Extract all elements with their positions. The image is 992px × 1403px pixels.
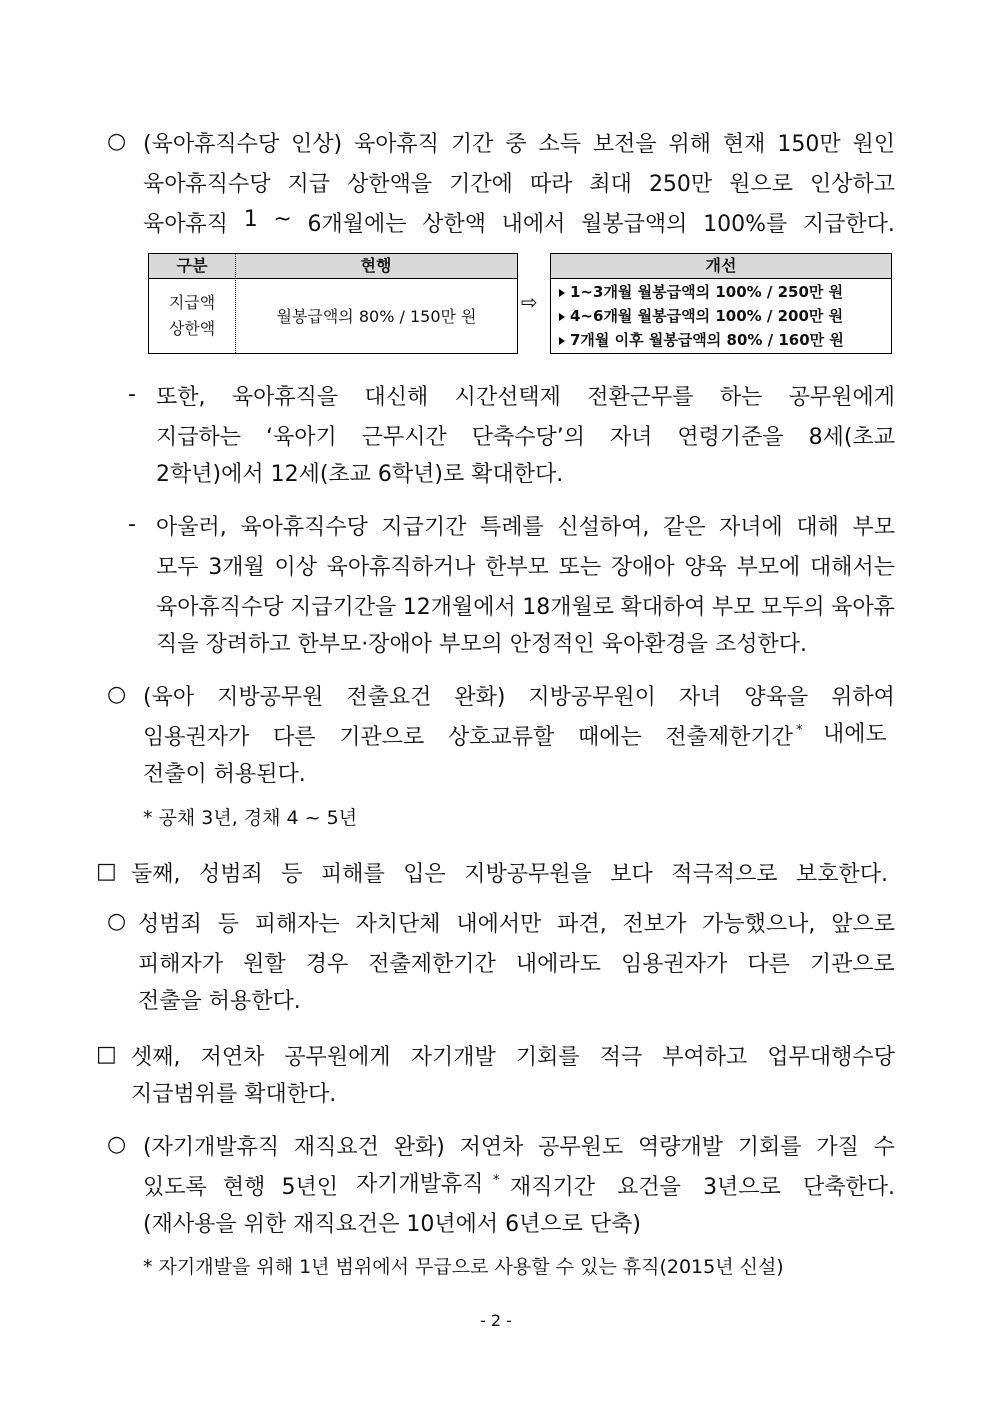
- word: 장애아: [610, 555, 675, 580]
- word: 있도록: [143, 1175, 207, 1200]
- word: 자기개발: [410, 1045, 496, 1070]
- word: 내에라도: [515, 952, 601, 977]
- word: 250만: [648, 172, 713, 197]
- word: 양육을: [744, 685, 809, 710]
- circle-bullet: ○: [107, 129, 127, 154]
- sec3-line3: 전출을 허용한다.: [138, 989, 301, 1014]
- word: ‘육아기: [265, 425, 337, 450]
- sub2-line2: [156, 550, 895, 581]
- improvement-table: [550, 253, 892, 354]
- sec3-line1: [138, 907, 895, 938]
- sec4-footnote: * 자기개발을 위해 1년 범위에서 무급으로 사용할 수 있는 휴직(2015년 신설): [143, 1256, 784, 1278]
- circle-bullet: ○: [107, 1132, 127, 1157]
- word: 원할: [243, 952, 286, 977]
- word: 파견,: [557, 912, 607, 937]
- word: (육아: [143, 685, 195, 710]
- word: 중: [505, 132, 527, 157]
- row-label-line2: 상한액: [168, 319, 216, 338]
- word: 수: [873, 1135, 895, 1160]
- word: 확대하여: [620, 595, 706, 620]
- word: 따라: [529, 172, 573, 197]
- word: 등: [281, 862, 303, 887]
- word: 원으로: [729, 172, 793, 197]
- word: 피해를: [320, 862, 385, 887]
- word: 재직요건: [293, 1135, 379, 1160]
- word: (육아휴직수당: [143, 132, 280, 157]
- word: 또는: [558, 555, 602, 580]
- word: 연령기준을: [677, 425, 784, 450]
- heading3-line2: 지급범위를 확대한다.: [131, 1082, 337, 1107]
- word: 자녀에: [719, 515, 783, 540]
- word: (자기개발휴직: [143, 1135, 280, 1160]
- word: 3개월: [208, 555, 265, 580]
- sec4-line1: [143, 1130, 895, 1161]
- word: 기관으로: [339, 725, 425, 750]
- word: 다른: [747, 952, 790, 977]
- word: 아울러,: [156, 515, 227, 540]
- improvement-item-2: 4~6개월 월봉급액의 100% / 200만 원: [559, 305, 843, 327]
- word: 완화): [454, 685, 506, 710]
- sec4-line2b: 자기개발휴직: [356, 1172, 484, 1197]
- header-category: 구분: [149, 254, 235, 279]
- word: 위하여: [831, 685, 895, 710]
- word: 위해: [668, 132, 712, 157]
- word: 내에서: [501, 212, 566, 237]
- word: 현행: [222, 1175, 266, 1200]
- heading2-line1: [131, 857, 888, 888]
- current-value: 월봉급액의 80% / 150만 원: [276, 307, 477, 326]
- sec3-line2: [138, 947, 895, 978]
- word: 지방공무원을: [464, 862, 592, 887]
- word: 둘째,: [131, 862, 181, 887]
- word: 100%를: [703, 212, 788, 237]
- sub1-line2: [156, 420, 895, 451]
- word: 부모: [852, 515, 895, 540]
- word: 육아휴직: [353, 132, 439, 157]
- word: 입은: [403, 862, 446, 887]
- word: 기회를: [737, 1135, 802, 1160]
- word: 임용권자가: [620, 952, 728, 977]
- word: 전출제한기간: [368, 952, 496, 977]
- checkbox-square-icon: □: [96, 1042, 117, 1067]
- word: 최대: [589, 172, 632, 197]
- word: 12개월에서: [402, 595, 516, 620]
- word: 경우: [305, 952, 349, 977]
- dash-bullet: -: [128, 512, 136, 537]
- improvement-item-1: 1~3개월 월봉급액의 100% / 250만 원: [559, 281, 843, 303]
- word: 성범죄: [138, 912, 202, 937]
- word: 하는: [719, 385, 763, 410]
- word: 육아휴직수당: [143, 172, 271, 197]
- word: 임용권자가: [143, 725, 250, 750]
- word: 5년인: [281, 1175, 338, 1200]
- word: 등: [217, 912, 239, 937]
- word: 피해자는: [254, 912, 340, 937]
- word: 보전을: [592, 132, 657, 157]
- word: 가능했으나,: [702, 912, 816, 937]
- dash-bullet: -: [128, 382, 136, 407]
- sec4-line2a: [143, 1170, 338, 1201]
- triangle-bullet-icon: [559, 313, 565, 321]
- triangle-bullet-icon: [559, 337, 565, 345]
- word: 공무원에게: [788, 385, 895, 410]
- word: 전환근무를: [587, 385, 694, 410]
- word: 대해: [796, 515, 839, 540]
- word: 저연차: [200, 1045, 265, 1070]
- word: 다른: [272, 725, 316, 750]
- word: 자치단체: [355, 912, 441, 937]
- word: 특례를: [480, 515, 544, 540]
- word: 6개월에는: [307, 212, 407, 237]
- word: 지방공무원이: [528, 685, 656, 710]
- sub1-line3: 2학년)에서 12세(초교 6학년)로 확대한다.: [156, 462, 564, 487]
- word: 8세(초교: [808, 425, 895, 450]
- word: 기회를: [515, 1045, 580, 1070]
- word: 소득: [538, 132, 581, 157]
- checkbox-square-icon: □: [96, 859, 117, 884]
- word: 적극적으로: [671, 862, 778, 887]
- word: 18개월로: [522, 595, 614, 620]
- word: 앞으로: [831, 912, 895, 937]
- sec1-line1: [143, 127, 895, 158]
- circle-bullet: ○: [107, 682, 127, 707]
- word: 완화): [393, 1135, 445, 1160]
- word: 모두: [156, 555, 199, 580]
- word: 부모에: [736, 555, 801, 580]
- sub1-line1: [156, 380, 895, 411]
- word: 내에서만: [456, 912, 542, 937]
- sec1-line2: [143, 167, 895, 198]
- word: 육아휴직수당: [240, 515, 368, 540]
- word: 부모: [711, 595, 755, 620]
- sec2-line2a: [143, 720, 793, 751]
- sec2-line3: 전출이 허용된다.: [143, 762, 306, 787]
- header-current: 현행: [235, 254, 517, 279]
- word: 전출제한기간: [665, 725, 793, 750]
- word: 공무원도: [538, 1135, 624, 1160]
- word: 원인: [852, 132, 895, 157]
- header-improvement: 개선: [551, 254, 891, 279]
- word: 전보가: [622, 912, 687, 937]
- word: 지급하는: [156, 425, 242, 450]
- word: 지급기간: [381, 515, 467, 540]
- word: 지급한다.: [802, 212, 895, 237]
- word: 보다: [610, 862, 653, 887]
- sec2-line1: [143, 680, 895, 711]
- word: 적극: [599, 1045, 643, 1070]
- triangle-bullet-icon: [559, 289, 565, 297]
- word: 피해자가: [138, 952, 224, 977]
- word: 보호한다.: [795, 862, 888, 887]
- word: 기관으로: [809, 952, 895, 977]
- word: 육아휴직을: [231, 385, 339, 410]
- word: 기간에: [449, 172, 513, 197]
- word: 지급: [287, 172, 331, 197]
- word: 지방공무원: [217, 685, 324, 710]
- word: 시간선택제: [454, 385, 561, 410]
- word: 가질: [816, 1135, 859, 1160]
- footnote-star: *: [493, 1173, 500, 1188]
- word: 상한액: [422, 212, 486, 237]
- word: 상한액을: [347, 172, 433, 197]
- row-label: [149, 290, 235, 342]
- word: 1: [243, 207, 258, 232]
- word: 대신해: [364, 385, 429, 410]
- sec4-line2c: [510, 1170, 895, 1201]
- word: 요건을: [617, 1175, 681, 1200]
- word: 150만: [777, 132, 841, 157]
- word: 공무원에게: [284, 1045, 391, 1070]
- word: 단축한다.: [802, 1175, 895, 1200]
- footnote-star: *: [796, 723, 803, 738]
- word: 육아휴직수당: [156, 595, 284, 620]
- word: 때에는: [577, 725, 642, 750]
- sec2-footnote: * 공채 3년, 경채 4 ~ 5년: [143, 807, 358, 829]
- word: ~: [273, 207, 292, 232]
- word: 기간: [450, 132, 494, 157]
- sec2-line2b: 내에도: [823, 722, 887, 747]
- word: 또한,: [156, 385, 206, 410]
- word: 근무시간: [361, 425, 447, 450]
- word: 월봉급액의: [581, 212, 688, 237]
- word: 신설하여,: [557, 515, 650, 540]
- word: 3년으로: [703, 1175, 781, 1200]
- right-arrow-icon: ⇨: [521, 290, 538, 314]
- row-label-line1: 지급액: [168, 293, 216, 312]
- word: 같은: [662, 515, 706, 540]
- word: 전출요건: [346, 685, 432, 710]
- word: 한부모: [485, 555, 549, 580]
- word: 육아휴직하거나: [326, 555, 476, 580]
- word: 셋째,: [131, 1045, 181, 1070]
- word: 단축수당’의: [471, 425, 585, 450]
- word: 저연차: [459, 1135, 524, 1160]
- word: 자녀: [678, 685, 722, 710]
- word: 양육: [684, 555, 727, 580]
- word: 자녀: [609, 425, 653, 450]
- word: 지급기간을: [289, 595, 397, 620]
- sub2-line1: [156, 510, 895, 541]
- circle-bullet: ○: [107, 909, 127, 934]
- word: 인상하고: [809, 172, 895, 197]
- sec1-line3: [143, 207, 895, 238]
- word: 육아휴직: [143, 212, 229, 237]
- word: 업무대행수당: [767, 1045, 895, 1070]
- sec4-line3: (재사용을 위한 재직요건은 10년에서 6년으로 단축): [143, 1212, 641, 1237]
- word: 모두의: [760, 595, 825, 620]
- page-number: - 2 -: [480, 1311, 512, 1330]
- improvement-item-3: 7개월 이후 월봉급액의 80% / 160만 원: [559, 329, 844, 351]
- word: 상호교류할: [447, 725, 555, 750]
- heading3-line1: [131, 1040, 895, 1071]
- word: 역량개발: [637, 1135, 723, 1160]
- sub2-line4: 직을 장려하고 한부모·장애아 부모의 안정적인 육아환경을 조성한다.: [156, 632, 808, 657]
- word: 성범죄: [198, 862, 263, 887]
- word: 부여하고: [662, 1045, 748, 1070]
- word: 대해서는: [809, 555, 895, 580]
- word: 인상): [291, 132, 343, 157]
- word: 육아휴: [831, 595, 895, 620]
- sub2-line3: [156, 590, 895, 621]
- word: 이상: [274, 555, 317, 580]
- current-table: [148, 253, 518, 354]
- word: 재직기간: [510, 1175, 596, 1200]
- word: 현재: [722, 132, 766, 157]
